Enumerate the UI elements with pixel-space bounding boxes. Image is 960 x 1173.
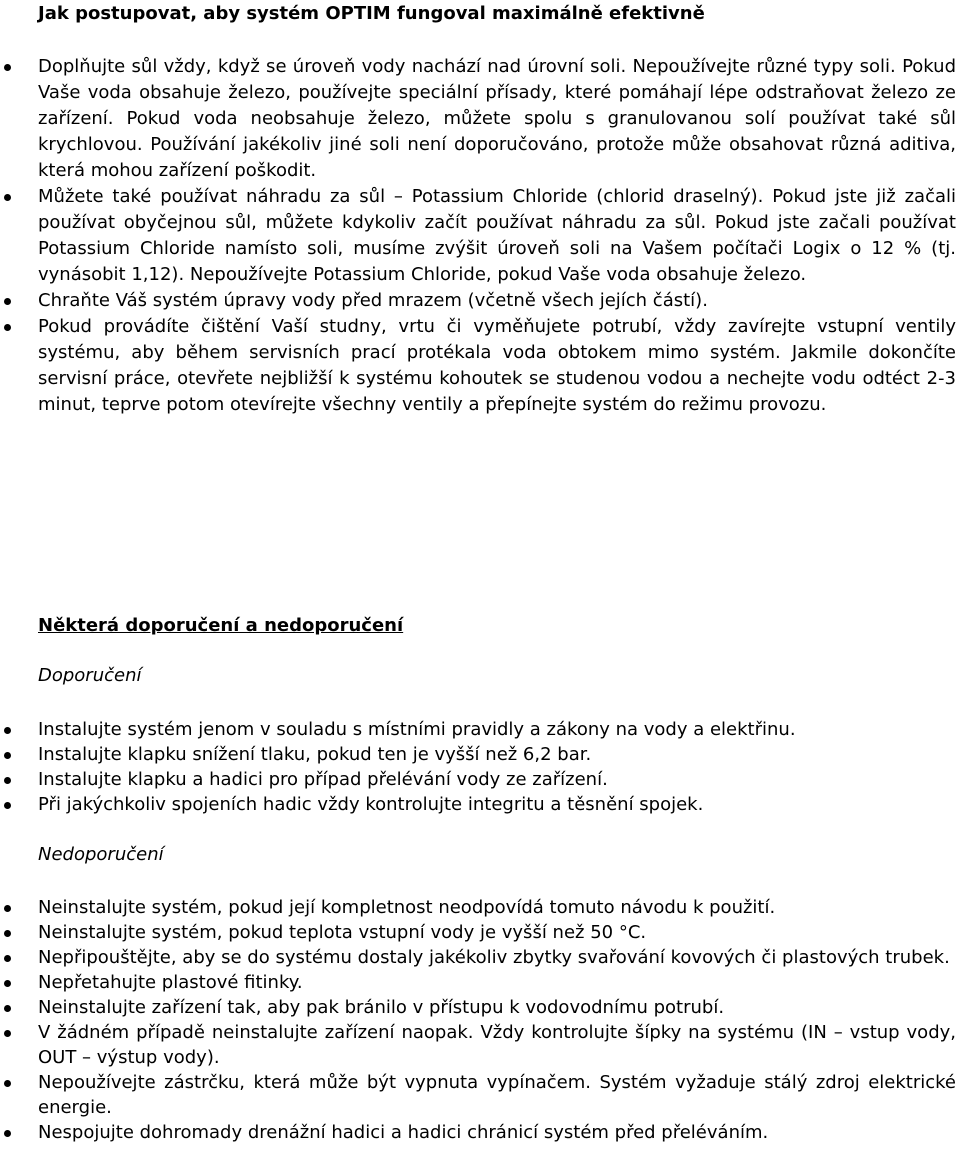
not-recommended-list — [0, 895, 960, 1145]
list-item: V žádném případě neinstalujte zařízení naopak. Vždy kontrolujte šípky na systému (IN – vstup vody, OUT – výstup vody). — [0, 1020, 960, 1070]
list-item: Doplňujte sůl vždy, když se úroveň vody nachází nad úrovní soli. Nepoužívejte různé typy soli. Pokud Vaše voda obsahuje železo, používejte speciální přísady, které pomáhají lépe odstraňovat železo ze zařízení. Pokud voda neobsahuje železo, můžete spolu s granulovanou solí používat také sůl krychlovou. Používání jakékoliv jiné soli není doporučováno, protože může obsahovat různá aditiva, která mohou zařízení poškodit. — [0, 54, 960, 184]
list-item: Nepřipouštějte, aby se do systému dostaly jakékoliv zbytky svařování kovových či plastových trubek. — [0, 945, 960, 970]
list-item: Instalujte klapku a hadici pro případ přelévání vody ze zařízení. — [0, 767, 960, 792]
list-item: Neinstalujte systém, pokud její kompletnost neodpovídá tomuto návodu k použití. — [0, 895, 960, 920]
list-item: Chraňte Váš systém úpravy vody před mrazem (včetně všech jejích částí). — [0, 288, 960, 314]
subheading-recommended: Doporučení — [38, 665, 142, 686]
list-item: Pokud provádíte čištění Vaší studny, vrtu či vyměňujete potrubí, vždy zavírejte vstupní ventily systému, aby během servisních prací protékala voda obtokem mimo systém. Jakmile dokončíte servisní práce, otevřete nejbližší k systému kohoutek se studenou vodou a nechejte vodu odtéct 2-3 minut, teprve potom otevírejte všechny ventily a přepínejte systém do režimu provozu. — [0, 314, 960, 418]
operation-tips-list — [0, 54, 960, 418]
recommended-list — [0, 717, 960, 817]
list-item: Neinstalujte zařízení tak, aby pak bránilo v přístupu k vodovodnímu potrubí. — [0, 995, 960, 1020]
list-item: Instalujte klapku snížení tlaku, pokud ten je vyšší než 6,2 bar. — [0, 742, 960, 767]
list-item: Instalujte systém jenom v souladu s místními pravidly a zákony na vody a elektřinu. — [0, 717, 960, 742]
list-item: Můžete také používat náhradu za sůl – Potassium Chloride (chlorid draselný). Pokud jste již začali používat obyčejnou sůl, můžete kdykoliv začít používat náhradu za sůl. Pokud jste začali používat Potassium Chloride namísto soli, musíme zvýšit úroveň soli na Vašem počítači Logix o 12 % (tj. vynásobit 1,12). Nepoužívejte Potassium Chloride, pokud Vaše voda obsahuje železo. — [0, 184, 960, 288]
list-item: Neinstalujte systém, pokud teplota vstupní vody je vyšší než 50 °C. — [0, 920, 960, 945]
subheading-not-recommended: Nedoporučení — [38, 844, 164, 865]
list-item: Nespojujte dohromady drenážní hadici a hadici chránicí systém před přeléváním. — [0, 1120, 960, 1145]
section-title-recommendations: Některá doporučení a nedoporučení — [38, 615, 404, 636]
list-item: Nepřetahujte plastové fitinky. — [0, 970, 960, 995]
list-item: Při jakýchkoliv spojeních hadic vždy kontrolujte integritu a těsnění spojek. — [0, 792, 960, 817]
section-title-optimal-operation: Jak postupovat, aby systém OPTIM fungoval maximálně efektivně — [38, 3, 705, 24]
list-item: Nepoužívejte zástrčku, která může být vypnuta vypínačem. Systém vyžaduje stálý zdroj elektrické energie. — [0, 1070, 960, 1120]
